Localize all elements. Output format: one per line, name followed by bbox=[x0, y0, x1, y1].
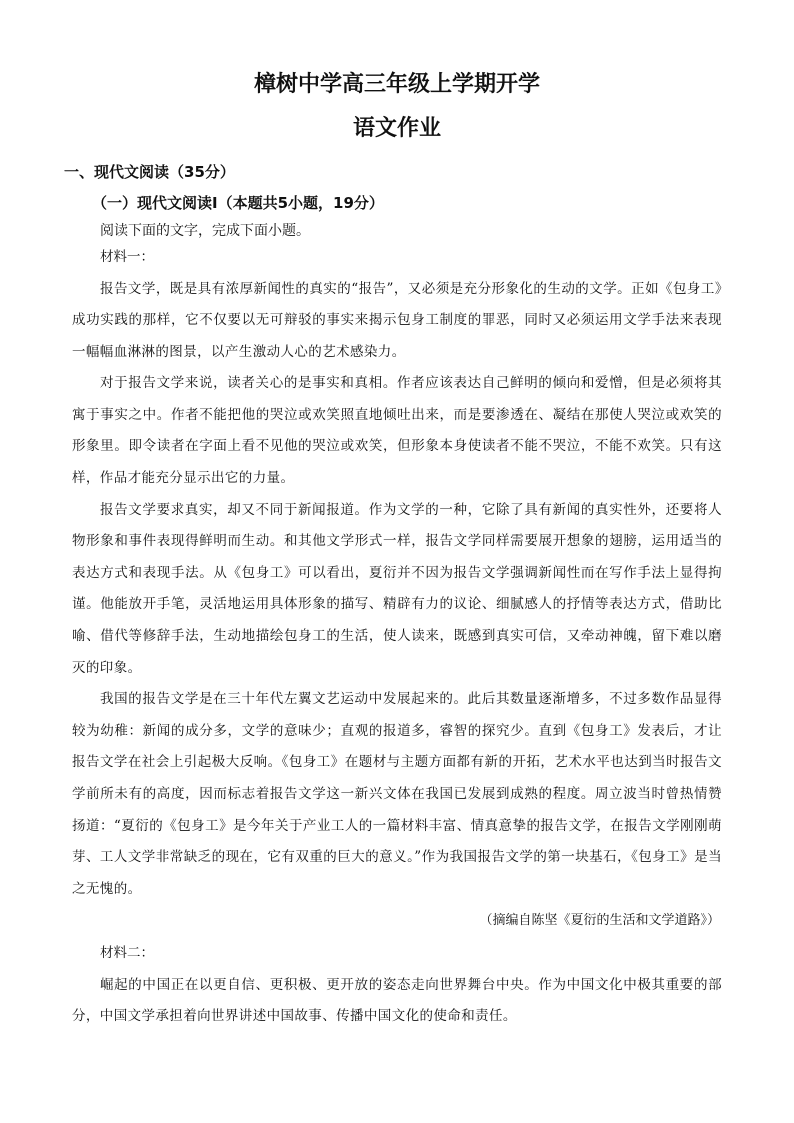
reading-instruction: 阅读下面的文字，完成下面小题。 bbox=[100, 223, 310, 239]
section-heading: 一、现代文阅读（35分） bbox=[64, 163, 235, 181]
material-one-source: （摘编自陈坚《夏衍的生活和文学道路》） bbox=[479, 913, 720, 929]
material-two-paragraph-1: 崛起的中国正在以更自信、更积极、更开放的姿态走向世界舞台中央。作为中国文化中极其重要的部分，中国文学承担着向世界讲述中国故事、传播中国文化的使命和责任。 bbox=[72, 976, 722, 1025]
material-one-paragraph-4: 我国的报告文学是在三十年代左翼文艺运动中发展起来的。此后其数量逐渐增多，不过多数作品显得较为幼稚：新闻的成分多，文学的意味少；直观的报道多，睿智的探究少。直到《包身工》发表后，才让报告文学在社会上引起极大反响。《包身工》在题材与主题方面都有新的开拓，艺术水平也达到当时报告文学前所未有的高度，因而标志着报告文学这一新兴文体在我国已发展到成熟的程度。周立波当时曾热情赞扬道：“夏衍的《包身工》是今年关于产业工人的一篇材料丰富、情真意挚的报告文学，在报告文学刚刚萌芽、工人文学非常缺乏的现在，它有双重的巨大的意义。”作为我国报告文学的第一块基石，《包身工》是当之无愧的。 bbox=[72, 691, 722, 897]
material-one-label: 材料一： bbox=[100, 249, 154, 265]
material-one-paragraph-1: 报告文学，既是具有浓厚新闻性的真实的“报告”，又必须是充分形象化的生动的文学。正如《包身工》成功实践的那样，它不仅要以无可辩驳的事实来揭示包身工制度的罪恶，同时又必须运用文学手法来表现一幅幅血淋淋的图景，以产生激动人心的艺术感染力。 bbox=[72, 280, 722, 360]
material-one-paragraph-2: 对于报告文学来说，读者关心的是事实和真相。作者应该表达自己鲜明的倾向和爱憎，但是必须将其寓于事实之中。作者不能把他的哭泣或欢笑照直地倾吐出来，而是要渗透在、凝结在那使人哭泣或欢笑的形象里。即令读者在字面上看不见他的哭泣或欢笑，但形象本身使读者不能不哭泣，不能不欢笑。只有这样，作品才能充分显示出它的力量。 bbox=[72, 375, 722, 487]
document-subtitle: 语文作业 bbox=[352, 116, 441, 141]
material-one-paragraph-3: 报告文学要求真实，却又不同于新闻报道。作为文学的一种，它除了具有新闻的真实性外，还要将人物形象和事件表现得鲜明而生动。和其他文学形式一样，报告文学同样需要展开想象的翅膀，运用适当的表达方式和表现手法。从《包身工》可以看出，夏衍并不因为报告文学强调新闻性而在写作手法上显得拘谨。他能放开手笔，灵活地运用具体形象的描写、精辟有力的议论、细腻感人的抒情等表达方式，借助比喻、借代等修辞手法，生动地描绘包身工的生活，使人读来，既感到真实可信，又牵动神魄，留下难以磨灭的印象。 bbox=[72, 501, 722, 676]
material-two-label: 材料二： bbox=[100, 945, 154, 962]
subsection-heading: （一）现代文阅读Ⅰ（本题共5小题，19分） bbox=[92, 194, 384, 212]
document-title: 樟树中学高三年级上学期开学 bbox=[253, 72, 540, 97]
